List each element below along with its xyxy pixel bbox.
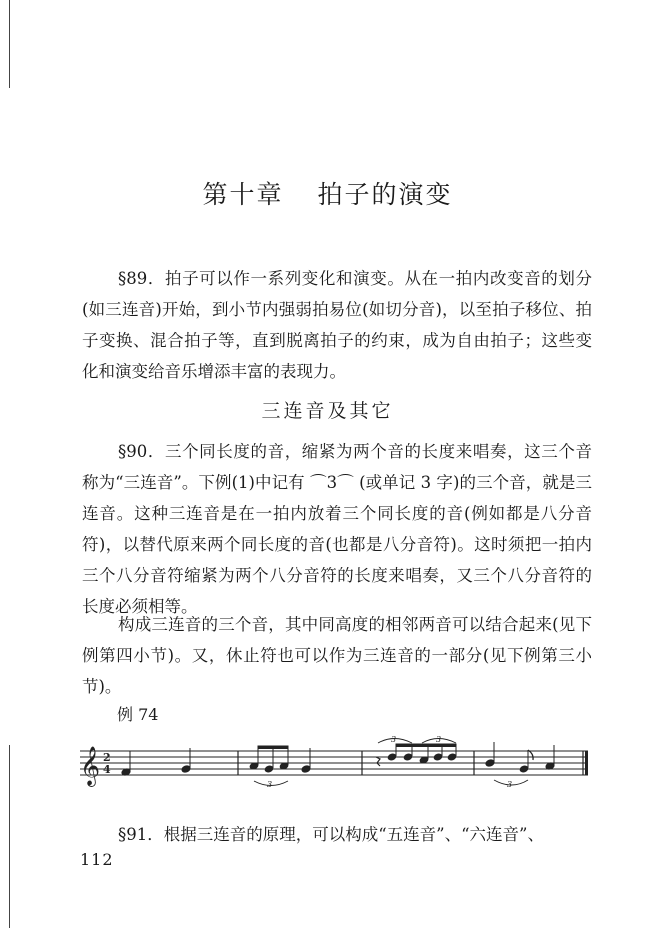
paragraph-90: §90．三个同长度的音，缩紧为两个音的长度来唱奏，这三个音称为“三连音”。下例(1)中记有 ⌒3⌒ (或单记 3 字)的三个音，就是三连音。这种三连音是在一拍内放着三个同长度的音(例如都是八分音符)，以替代原来两个同长度的音(也都是八分音符)。这时须把一拍内三个八分音符缩紧为两个八分音符的长度来唱奏，又三个八分音符的长度必须相等。 (82, 442, 592, 616)
measure-4-tied-triplet (485, 742, 555, 789)
chapter-number: 第十章 (202, 180, 284, 209)
svg-text:3: 3 (436, 735, 442, 744)
treble-clef-icon: 𝄞 (80, 746, 101, 786)
paragraph-89: §89．拍子可以作一系列变化和演变。从在一拍内改变音的划分(如三连音)开始，到小节内强弱拍易位(如切分音)，以至拍子移位、拍子变换、混合拍子等，直到脱离拍子的约束，成为自由拍子；这些变化和演变给音乐增添丰富的表现力。 (82, 269, 592, 381)
music-staff (76, 735, 592, 795)
svg-text:4: 4 (103, 763, 111, 776)
chapter-name: 拍子的演变 (317, 180, 453, 209)
paragraph-90b: 构成三连音的三个音，其中同高度的相邻两音可以结合起来(见下例第四小节)。又，休止符也可以作为三连音的一部分(见下例第三小节)。 (82, 615, 592, 696)
margin-line-top (9, 0, 10, 88)
time-signature (103, 751, 111, 776)
section-heading: 三连音及其它 (261, 400, 394, 422)
margin-line-bottom (9, 745, 10, 928)
measure-1 (121, 748, 191, 776)
example-label: 例 74 (117, 705, 159, 724)
paragraph-91: §91．根据三连音的原理，可以构成“五连音”、“六连音”、 (118, 825, 544, 844)
chapter-title (0, 175, 655, 211)
page-number: 112 (80, 850, 114, 869)
svg-text:3: 3 (267, 780, 273, 789)
svg-text:3: 3 (391, 735, 397, 744)
measure-2-triplet (249, 746, 311, 789)
svg-text:3: 3 (507, 780, 513, 789)
svg-text:2: 2 (103, 751, 111, 764)
